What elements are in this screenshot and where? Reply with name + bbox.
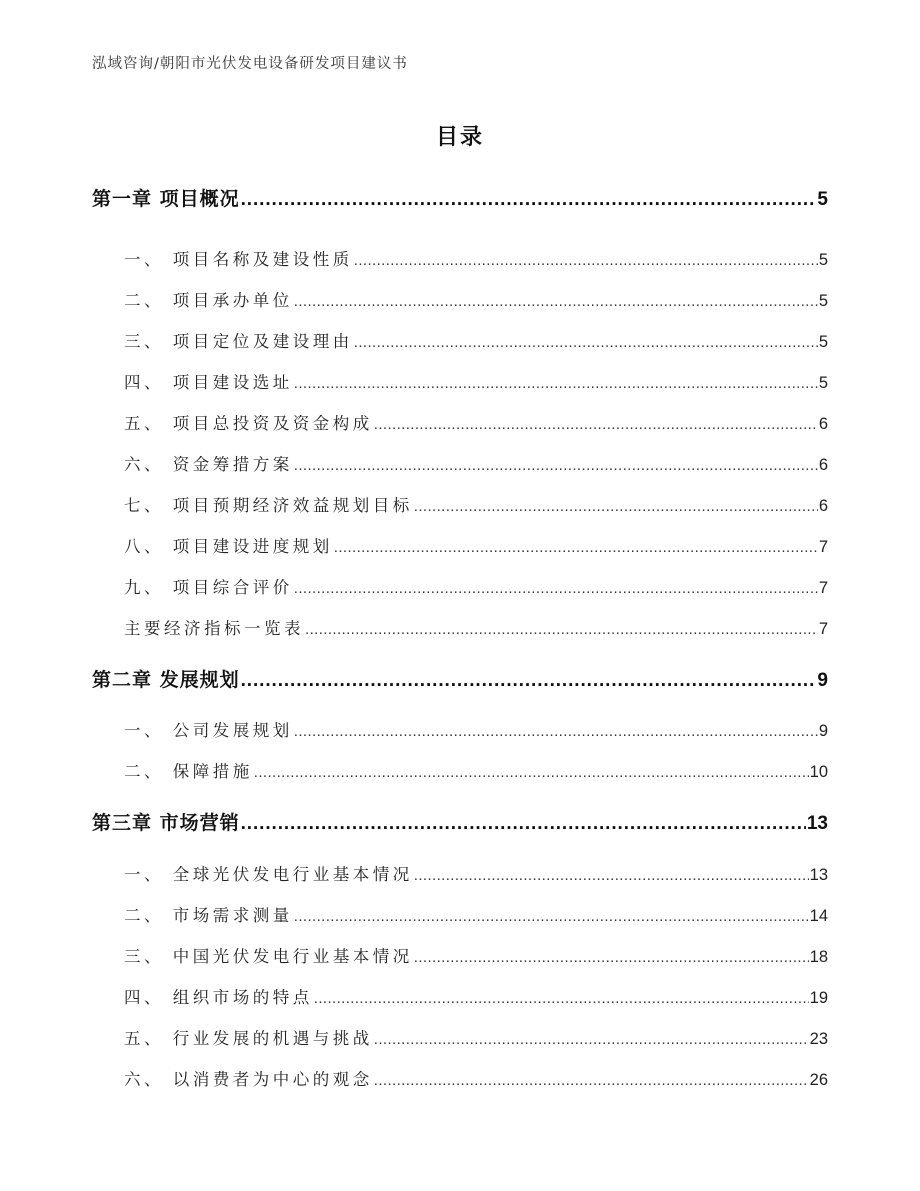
toc-leader-dots: [294, 723, 818, 740]
toc-entry-label: 第一章 项目概况: [92, 188, 240, 210]
toc-entry-label: 一、 项目名称及建设性质: [124, 250, 353, 269]
toc-page-number: 7: [818, 620, 828, 638]
toc-page-number: 13: [809, 866, 828, 884]
toc-page-number: 13: [806, 813, 828, 834]
toc-page-number: 26: [809, 1071, 828, 1089]
toc-page-number: 23: [809, 1030, 828, 1048]
toc-entry-label: 六、 资金筹措方案: [124, 455, 293, 474]
toc-section-entry[interactable]: [124, 717, 828, 741]
toc-page-number: 5: [818, 333, 828, 351]
toc-leader-dots: [354, 334, 818, 351]
toc-entry-label: 二、 项目承办单位: [124, 291, 293, 310]
toc-page-number: 5: [818, 292, 828, 310]
toc-leader-dots: [414, 498, 818, 515]
toc-section-entry[interactable]: [124, 246, 828, 270]
toc-section-entry[interactable]: [124, 984, 828, 1008]
toc-section-entry[interactable]: [124, 574, 828, 598]
toc-page-number: 9: [817, 670, 828, 691]
toc-entry-label: 八、 项目建设进度规划: [124, 537, 333, 556]
toc-entry-label: 七、 项目预期经济效益规划目标: [124, 496, 413, 515]
toc-leader-dots: [241, 670, 817, 692]
toc-entry-label: 四、 项目建设选址: [124, 373, 293, 392]
toc-page-number: 19: [809, 989, 828, 1007]
toc-entry-label: 主要经济指标一览表: [124, 619, 304, 638]
toc-section-entry[interactable]: [124, 533, 828, 557]
toc-entry-label: 一、 全球光伏发电行业基本情况: [124, 865, 413, 884]
toc-leader-dots: [414, 867, 809, 884]
toc-page-number: 6: [818, 415, 828, 433]
document-header: 泓域咨询/朝阳市光伏发电设备研发项目建议书: [92, 56, 408, 72]
toc-leader-dots: [294, 457, 818, 474]
toc-leader-dots: [305, 621, 818, 638]
toc-leader-dots: [294, 908, 809, 925]
toc-entry-label: 三、 项目定位及建设理由: [124, 332, 353, 351]
toc-page-number: 6: [818, 456, 828, 474]
toc-entry-label: 四、 组织市场的特点: [124, 988, 313, 1007]
toc-entry-label: 二、 市场需求测量: [124, 906, 293, 925]
toc-section-entry[interactable]: [124, 943, 828, 967]
toc-section-entry[interactable]: [124, 287, 828, 311]
toc-leader-dots: [254, 764, 809, 781]
toc-section-entry[interactable]: [124, 758, 828, 782]
toc-leader-dots: [374, 1031, 809, 1048]
toc-section-entry[interactable]: [124, 328, 828, 352]
toc-leader-dots: [334, 539, 818, 556]
toc-chapter-entry[interactable]: [92, 184, 828, 210]
toc-leader-dots: [294, 580, 818, 597]
toc-section-entry[interactable]: [124, 1066, 828, 1090]
toc-leader-dots: [314, 990, 809, 1007]
toc-leader-dots: [294, 293, 818, 310]
toc-page-number: 7: [818, 579, 828, 597]
toc-entry-label: 一、 公司发展规划: [124, 721, 293, 740]
toc-page-number: 5: [818, 251, 828, 269]
toc-section-entry[interactable]: [124, 492, 828, 516]
toc-section-entry[interactable]: [124, 1025, 828, 1049]
toc-entry-label: 第三章 市场营销: [92, 812, 240, 834]
toc-page-number: 14: [809, 907, 828, 925]
toc-section-entry[interactable]: [124, 902, 828, 926]
toc-leader-dots: [414, 949, 809, 966]
toc-entry-label: 五、 项目总投资及资金构成: [124, 414, 373, 433]
toc-entry-label: 五、 行业发展的机遇与挑战: [124, 1029, 373, 1048]
toc-page-number: 5: [817, 189, 828, 210]
toc-section-entry[interactable]: [124, 861, 828, 885]
toc-section-entry[interactable]: [124, 410, 828, 434]
toc-leader-dots: [294, 375, 818, 392]
toc-leader-dots: [374, 416, 818, 433]
toc-page-number: 10: [809, 763, 828, 781]
toc-entry-label: 三、 中国光伏发电行业基本情况: [124, 947, 413, 966]
toc-entry-label: 二、 保障措施: [124, 762, 253, 781]
toc-section-entry[interactable]: [124, 615, 828, 639]
toc-page-number: 7: [818, 538, 828, 556]
toc-page-number: 9: [818, 722, 828, 740]
toc-entry-label: 六、 以消费者为中心的观念: [124, 1070, 373, 1089]
toc-title: 目录: [435, 125, 484, 150]
toc-leader-dots: [241, 189, 817, 211]
toc-leader-dots: [241, 813, 806, 835]
toc-section-entry[interactable]: [124, 369, 828, 393]
toc-page-number: 5: [818, 374, 828, 392]
toc-page-number: 6: [818, 497, 828, 515]
toc-entry-label: 第二章 发展规划: [92, 669, 240, 691]
toc-chapter-entry[interactable]: [92, 665, 828, 691]
toc-leader-dots: [374, 1072, 809, 1089]
toc-section-entry[interactable]: [124, 451, 828, 475]
toc-chapter-entry[interactable]: [92, 808, 828, 834]
toc-page-number: 18: [809, 948, 828, 966]
toc-leader-dots: [354, 252, 818, 269]
toc-entry-label: 九、 项目综合评价: [124, 578, 293, 597]
